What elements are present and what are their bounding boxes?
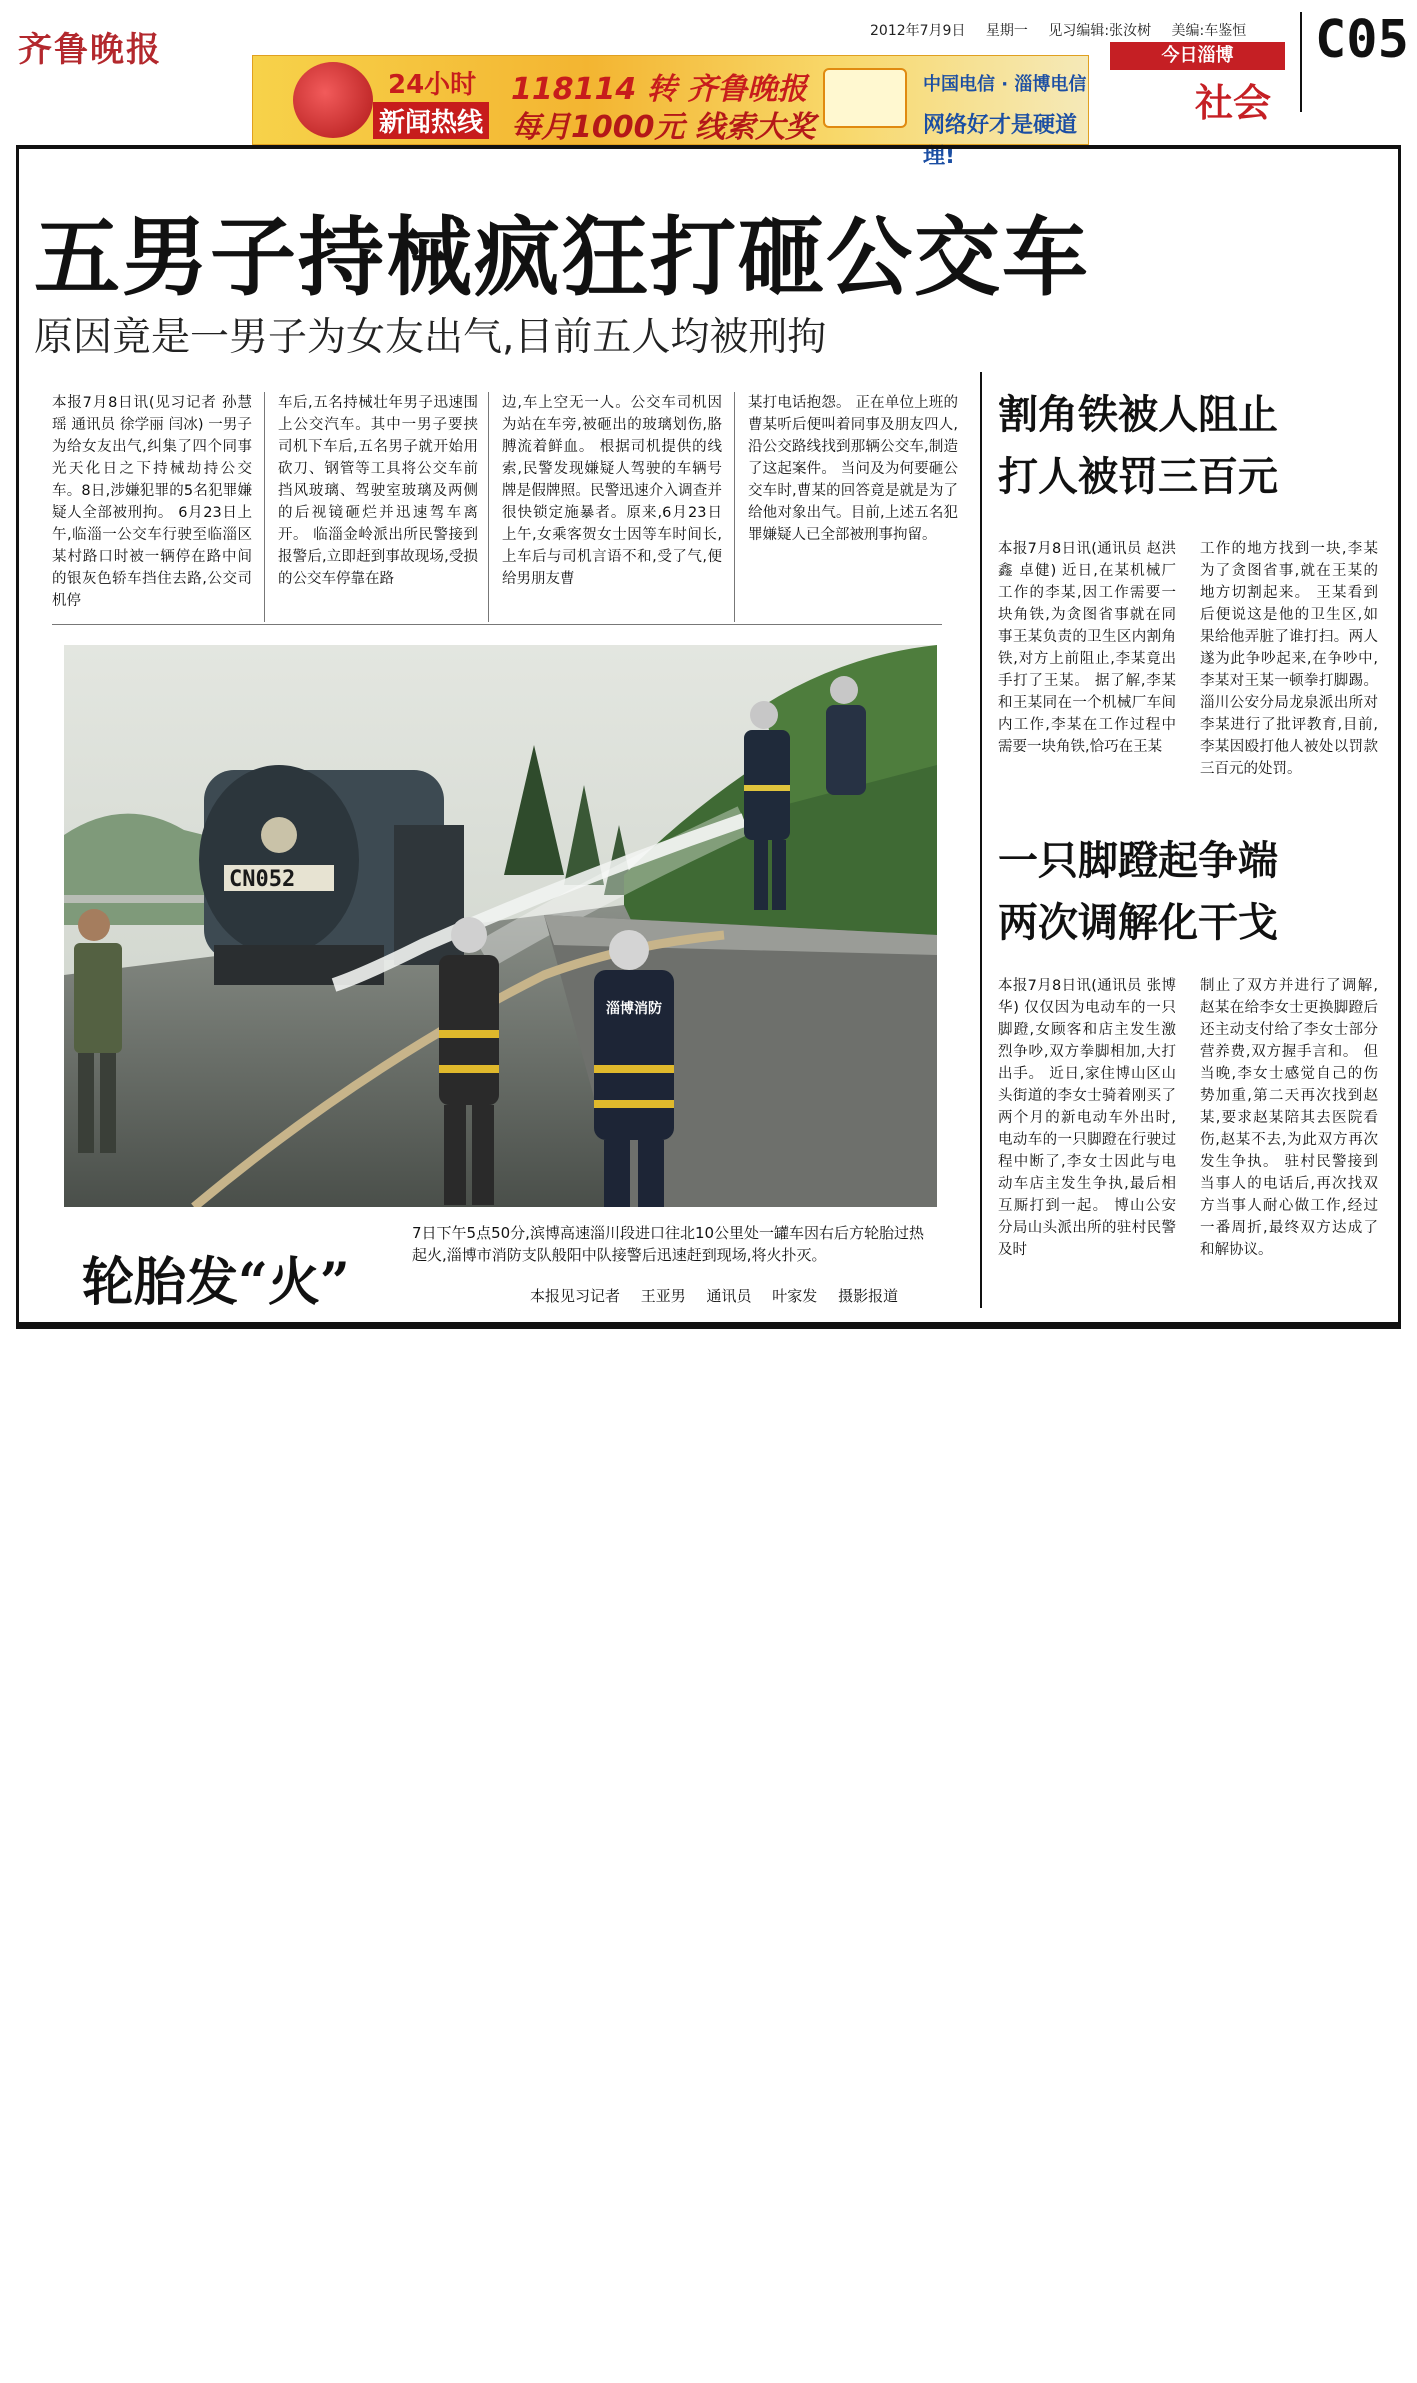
firefighter-photo [64, 645, 937, 1207]
sidebar-divider [980, 372, 982, 1308]
page-meta [870, 20, 1262, 40]
ad-hotline-hours: 24小时 [388, 70, 477, 100]
hotline-ad-banner [252, 55, 1089, 169]
uniform-badge: 淄博消防 [606, 1001, 662, 1017]
side1-col-1: 本报7月8日讯(通讯员 赵洪鑫 卓健) 近日,在某机械厂工作的李某,因工作需要一块角铁,为贪图省事就在同事王某负责的卫生区内割角铁,对方上前阻止,李某竟出手打了王某。 据了解,李某和王某同在一个机械厂车间内工作,李某在工作过程中需要一块角铁,恰巧在王某 [998, 541, 1176, 755]
side1-title-line1: 割角铁被人阻止 [998, 392, 1278, 438]
page-number: C05 [1315, 10, 1409, 70]
main-headline: 五男子持械疯狂打砸公交车 [34, 208, 1090, 308]
section-tag: 今日淄博 [1110, 42, 1285, 70]
side2-title-line1: 一只脚蹬起争端 [998, 838, 1278, 884]
main-article-col-1: 本报7月8日讯(见习记者 孙慧瑶 通讯员 徐学丽 闫冰) 一男子为给女友出气,纠集了四个同事光天化日之下持械劫持公交车。8日,涉嫌犯罪的5名犯罪嫌疑人全部被刑拘。 6月23日上午,临淄一公交车行驶至临淄区某村路口时被一辆停在路中间的银灰色轿车挡住去路,公交司机停 [52, 395, 252, 609]
newspaper-logo: 齐鲁晚报 [18, 30, 162, 70]
ad-slogan: 网络好才是硬道理! [923, 113, 1078, 169]
article-bottom-rule [52, 624, 942, 625]
bottom-rule [16, 1322, 1401, 1329]
main-subhead: 原因竟是一男子为女友出气,目前五人均被刑拘 [34, 315, 827, 360]
photo-credit: 本报见习记者 王亚男 通讯员 叶家发 摄影报道 [530, 1287, 899, 1305]
column-separator [734, 392, 735, 622]
ad-hotline-label: 新闻热线 [373, 102, 489, 139]
main-article-col-2: 车后,五名持械壮年男子迅速围上公交汽车。其中一男子要挟司机下车后,五名男子就开始用砍刀、钢管等工具将公交车前挡风玻璃、驾驶室玻璃及两侧的后视镜砸烂并迅速驾车离开。 临淄金岭派出所民警接到报警后,立即赶到事故现场,受损的公交车停靠在路 [278, 395, 478, 587]
editor-credit: 见习编辑:张汝树 [1048, 23, 1152, 39]
side1-col-2: 工作的地方找到一块,李某为了贪图省事,就在王某的地方切割起来。 王某看到后便说这是他的卫生区,如果给他弄脏了谁打扫。两人遂为此争吵起来,在争吵中,李某对王某一顿拳打脚踢。 淄川公安分局龙泉派出所对李某进行了批评教育,目前,李某因殴打他人被处以罚款三百元的处罚。 [1200, 541, 1378, 777]
issue-date: 2012年7月9日 [870, 23, 966, 39]
side1-title-line2: 打人被罚三百元 [998, 454, 1278, 500]
section-name: 社会 [1195, 81, 1272, 125]
ad-prize: 每月1000元 线索大奖 [511, 110, 815, 145]
main-article-col-4: 某打电话抱怨。 正在单位上班的曹某听后便叫着同事及朋友四人,沿公交路线找到那辆公交车,制造了这起案件。 当问及为何要砸公交车时,曹某的回答竟是就是为了给他对象出气。目前,上述五名犯罪嫌疑人已全部被刑事拘留。 [748, 395, 958, 543]
tanker-plate: CN052 [229, 867, 296, 892]
photo-caption: 7日下午5点50分,滨博高速淄川段进口往北10公里处一罐车因右后方轮胎过热起火,淄博市消防支队般阳中队接警后迅速赶到现场,将火扑灭。 [412, 1224, 925, 1264]
side2-col-1: 本报7月8日讯(通讯员 张博华) 仅仅因为电动车的一只脚蹬,女顾客和店主发生激烈争吵,双方拳脚相加,大打出手。 近日,家住博山区山头街道的李女士骑着刚买了两个月的新电动车外出时,电动车的一只脚蹬在行驶过程中断了,李女士因此与电动车店主发生争执,最后相互厮打到一起。 博山公安分局山头派出所的驻村民警及时 [998, 978, 1176, 1258]
masthead-divider [1300, 12, 1302, 112]
side2-title-line2: 两次调解化干戈 [998, 900, 1278, 946]
ad-number: 118114 转 齐鲁晚报 [511, 72, 808, 107]
alarm-clock-phone-icon [293, 62, 373, 138]
column-separator [488, 392, 489, 622]
issue-weekday: 星期一 [985, 23, 1028, 39]
art-editor-credit: 美编:车鉴恒 [1171, 23, 1247, 39]
tianyi-card-icon [823, 68, 907, 128]
photo-illustration [64, 645, 937, 1207]
column-separator [264, 392, 265, 622]
ad-telecom-logo: 中国电信 · 淄博电信 [923, 74, 1087, 95]
side2-col-2: 制止了双方并进行了调解,赵某在给李女士更换脚蹬后还主动支付给了李女士部分营养费,双方握手言和。 但当晚,李女士感觉自己的伤势加重,第二天再次找到赵某,要求赵某陪其去医院看伤,赵某不去,为此双方再次发生争执。 驻村民警接到当事人的电话后,再次找双方当事人耐心做工作,经过一番周折,最终双方达成了和解协议。 [1200, 978, 1378, 1258]
main-article-col-3: 边,车上空无一人。公交车司机因为站在车旁,被砸出的玻璃划伤,胳膊流着鲜血。 根据司机提供的线索,民警发现嫌疑人驾驶的车辆号牌是假牌照。民警迅速介入调查并很快锁定施暴者。原来,6月23日上午,女乘客贺女士因等车时间长,上车后与司机言语不和,受了气,便给男朋友曹 [502, 395, 722, 587]
photo-caption-title: 轮胎发“火” [82, 1252, 350, 1313]
